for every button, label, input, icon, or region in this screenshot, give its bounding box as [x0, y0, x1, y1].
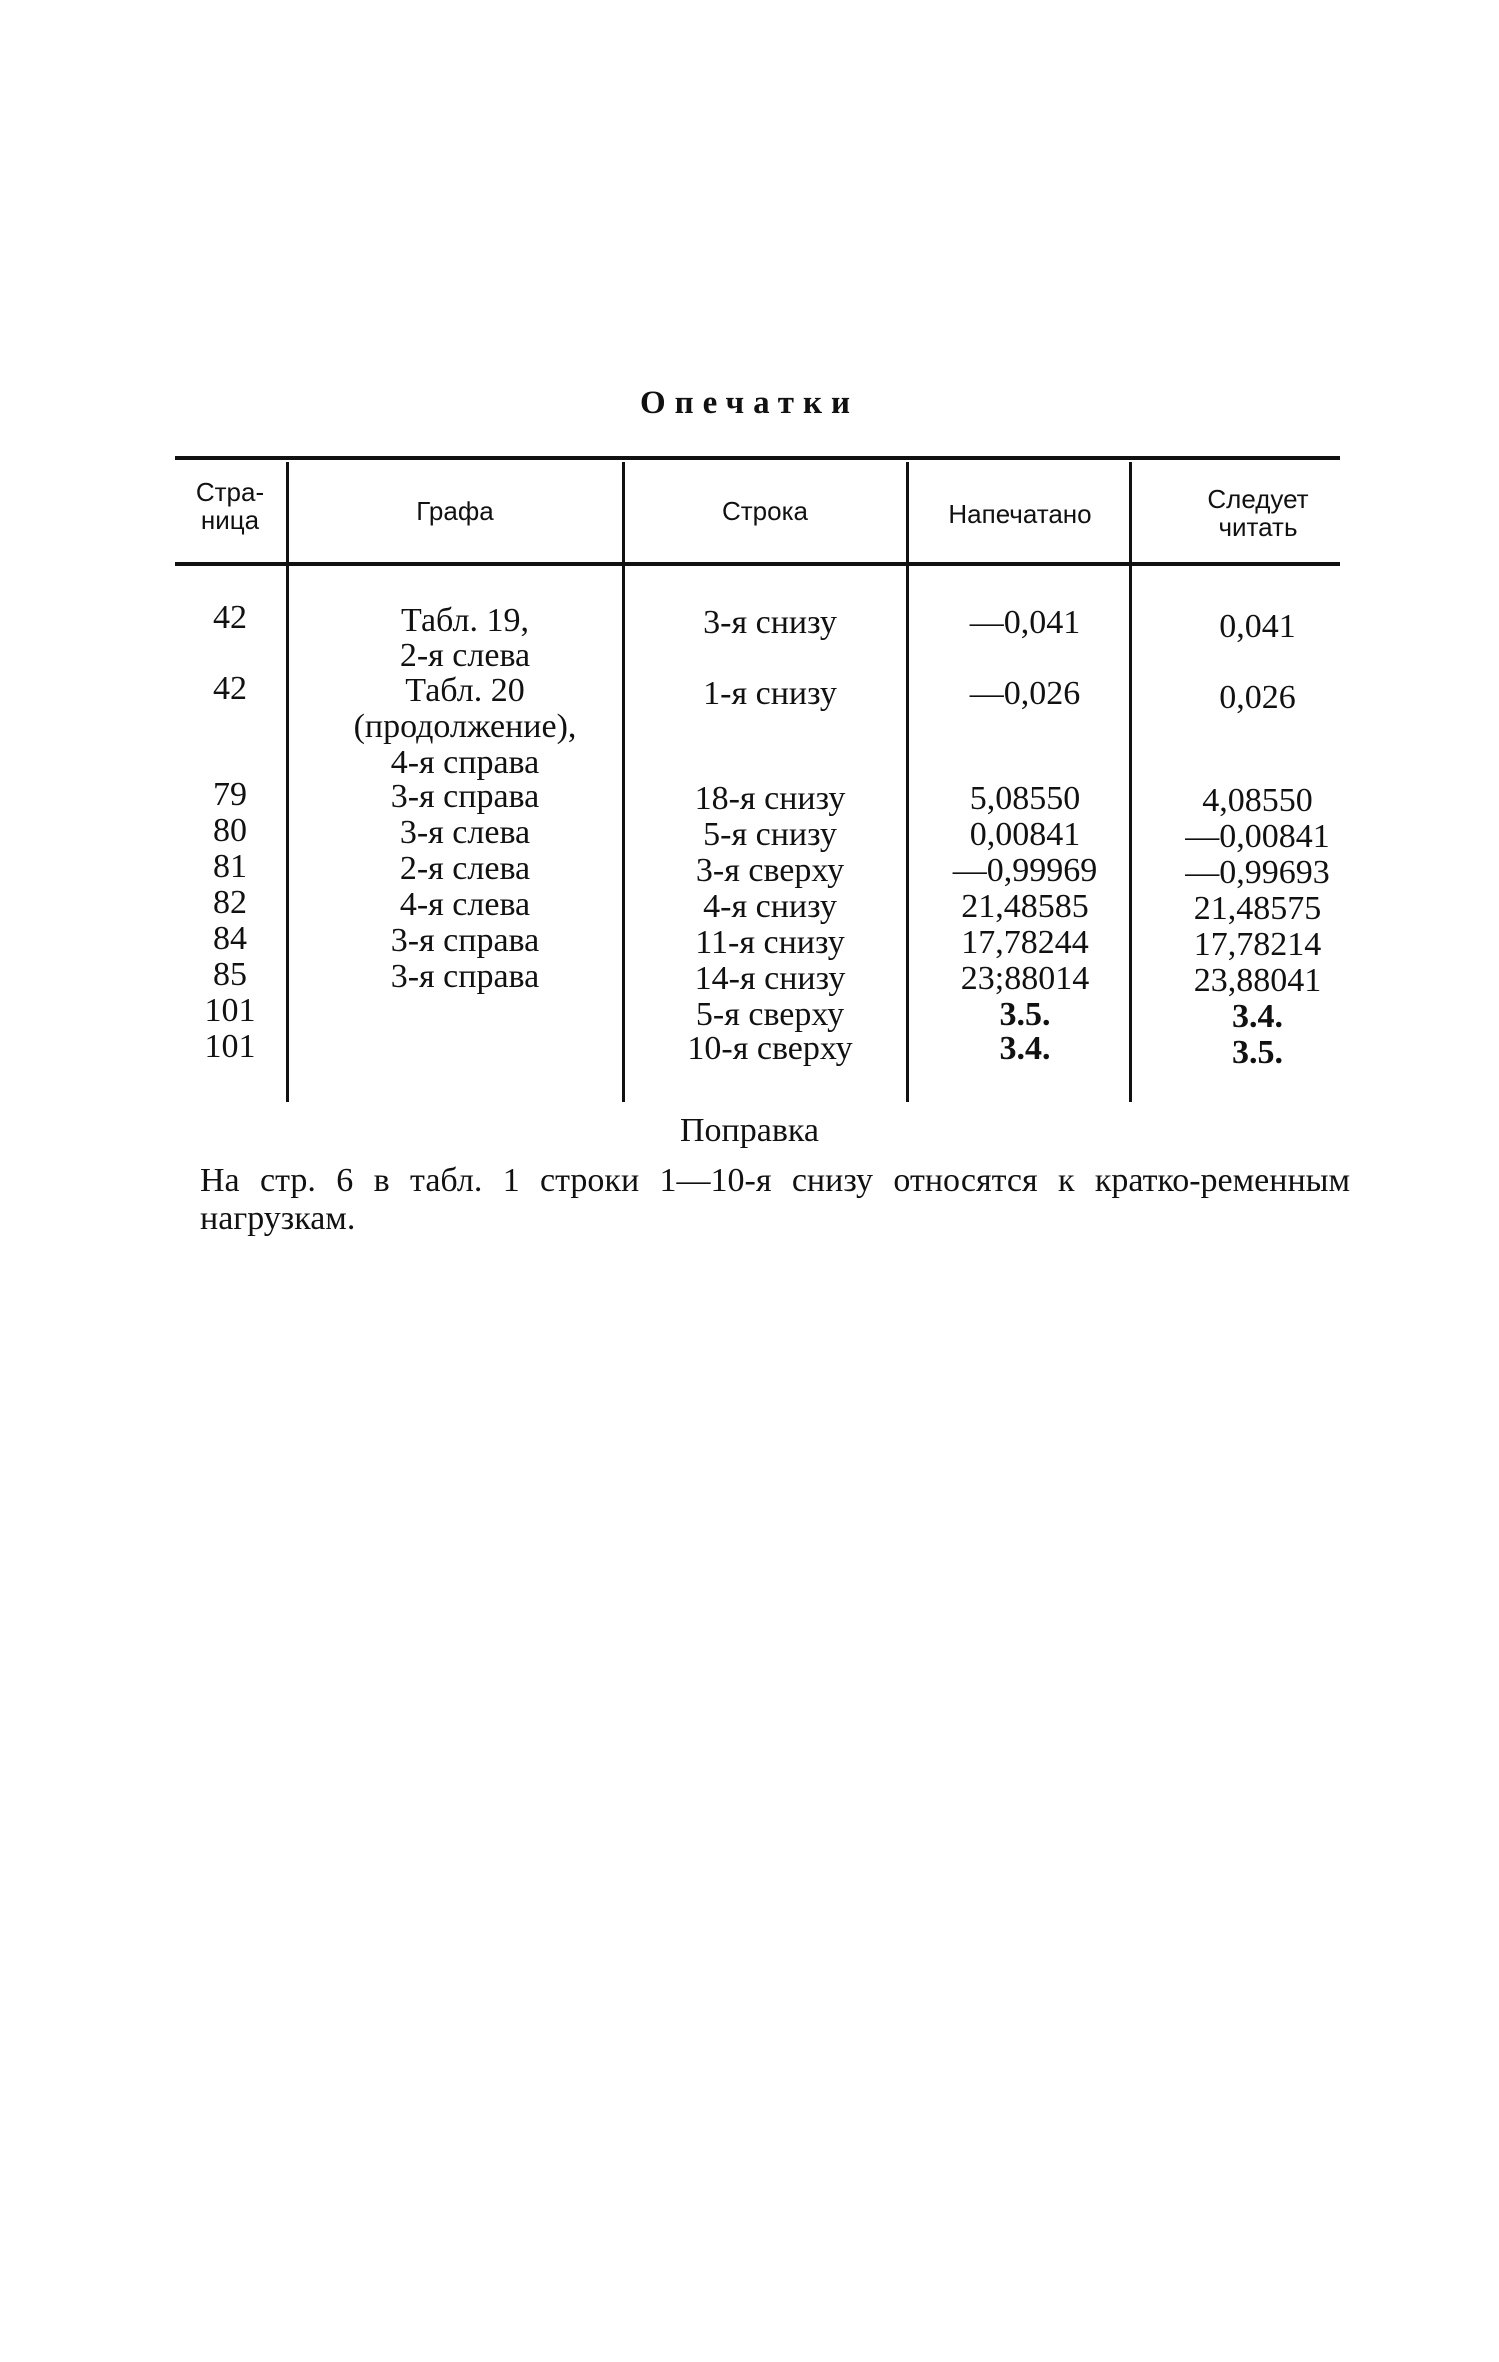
cell-line: 18-я снизу: [694, 780, 846, 817]
cell-printed: 0,00841: [969, 816, 1081, 853]
cell-column: 2-я слева: [399, 850, 531, 887]
cell-line: 5-я сверху: [695, 996, 845, 1033]
cell-line: 11-я снизу: [695, 924, 845, 961]
cell-should-read: 17,78214: [1193, 926, 1322, 963]
cell-should-read: —0,99693: [1185, 854, 1330, 891]
cell-line: 14-я снизу: [694, 960, 846, 997]
cell-should-read: 0,026: [1219, 679, 1296, 716]
table-top-rule: [175, 456, 1340, 460]
cell-page: 101: [204, 1028, 256, 1065]
page-title: Опечатки: [639, 385, 859, 421]
cell-printed: —0,041: [969, 604, 1081, 641]
cell-line: 3-я сверху: [695, 852, 845, 889]
cell-should-read: 4,08550: [1202, 782, 1313, 819]
cell-column: (продолжение),: [353, 708, 577, 745]
cell-page: 80: [213, 812, 247, 849]
cell-line: 5-я снизу: [703, 816, 837, 853]
cell-page: 81: [213, 848, 247, 885]
cell-column: 4-я справа: [390, 744, 540, 781]
cell-column: 4-я слева: [399, 886, 531, 923]
cell-column: 3-я справа: [390, 778, 540, 815]
cell-page: 79: [213, 776, 247, 813]
cell-column: 2-я слева: [399, 637, 531, 674]
cell-should-read: 21,48575: [1193, 890, 1322, 927]
cell-page: 42: [213, 670, 247, 707]
cell-line: 10-я сверху: [687, 1030, 853, 1067]
table-header-rule: [175, 562, 1340, 566]
cell-printed: 3.4.: [999, 1030, 1051, 1067]
cell-printed: 23;88014: [960, 960, 1090, 997]
cell-should-read: 23,88041: [1193, 962, 1322, 999]
cell-line: 1-я снизу: [703, 675, 837, 712]
cell-printed: 17,78244: [961, 924, 1089, 961]
cell-column: 3-я слева: [399, 814, 531, 851]
cell-page: 85: [213, 956, 247, 993]
cell-should-read: 3.4.: [1232, 998, 1283, 1035]
cell-page: 84: [213, 920, 247, 957]
header-line: Строка: [721, 496, 808, 526]
cell-page: 101: [204, 992, 256, 1029]
cell-should-read: 3.5.: [1232, 1034, 1283, 1071]
cell-page: 82: [213, 884, 247, 921]
cell-printed: —0,99969: [952, 852, 1098, 889]
cell-printed: 21,48585: [961, 888, 1089, 925]
cell-column: Табл. 20: [405, 672, 525, 709]
cell-column: 3-я справа: [390, 958, 540, 995]
cell-should-read: 0,041: [1219, 608, 1296, 645]
cell-printed: 5,08550: [969, 780, 1081, 817]
cell-column: Табл. 19,: [401, 602, 529, 639]
cell-should-read: —0,00841: [1185, 818, 1330, 855]
correction-title: Поправка: [680, 1112, 819, 1149]
cell-line: 4-я снизу: [703, 888, 837, 925]
correction-text: На стр. 6 в табл. 1 строки 1—10-я снизу относятся к кратко-ременным нагрузкам.: [200, 1162, 1350, 1237]
header-should-read: Следует читать: [1207, 484, 1309, 542]
cell-printed: 3.5.: [999, 996, 1051, 1033]
cell-printed: —0,026: [969, 675, 1081, 712]
header-page: Стра- ница: [195, 477, 265, 535]
header-column: Графа: [416, 496, 494, 526]
cell-column: 3-я справа: [390, 922, 540, 959]
cell-line: 3-я снизу: [703, 604, 837, 641]
cell-page: 42: [213, 599, 247, 636]
header-printed: Напечатано: [948, 499, 1092, 529]
